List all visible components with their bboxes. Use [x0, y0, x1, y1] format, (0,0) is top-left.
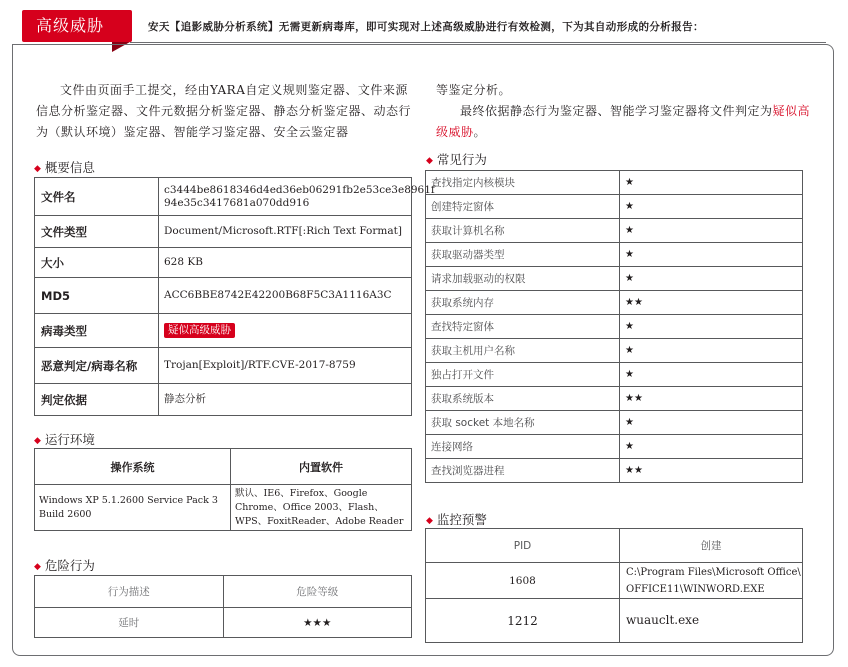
table-header-row [35, 576, 412, 608]
env-title: 运行环境 [44, 432, 95, 447]
behavior-level-stars: ★ [620, 435, 803, 459]
table-row [426, 435, 803, 459]
table-row [35, 485, 412, 531]
behavior-name: 查找指定内核模块 [426, 171, 620, 195]
bullet-diamond-icon: ◆ [34, 562, 41, 572]
key-md5: MD5 [35, 278, 159, 314]
value-os: Windows XP 5.1.2600 Service Pack 3 Build 2600 [35, 485, 231, 531]
behavior-name: 获取系统版本 [426, 387, 620, 411]
table-row [426, 171, 803, 195]
risk-title: 危险行为 [44, 558, 95, 573]
intro-left: 文件由页面手工提交，经由YARA自定义规则鉴定器、文件来源信息分析鉴定器、文件元数据分析鉴定器、静态分析鉴定器、动态行为（默认环境）鉴定器、智能学习鉴定器、安全云鉴定器 [36, 83, 412, 139]
intro-right-continuation: 等鉴定分析。 [436, 83, 512, 97]
table-row [35, 384, 412, 416]
table-header-row [35, 449, 412, 485]
risk-heading [34, 556, 95, 574]
filename-line2: 94e35c3417681a070dd916 [164, 196, 310, 209]
path-line2: OFFICE11\WINWORD.EXE [626, 583, 765, 595]
bullet-diamond-icon: ◆ [426, 156, 433, 166]
key-filename: 文件名 [35, 178, 159, 216]
value-size: 628 KB [159, 248, 412, 278]
behavior-level-stars: ★★ [620, 459, 803, 483]
bullet-diamond-icon: ◆ [34, 164, 41, 174]
risk-table [34, 575, 412, 638]
env-heading [34, 430, 95, 448]
table-row [426, 363, 803, 387]
value-md5: ACC6BBE8742E42200B68F5C3A1116A3C [159, 278, 412, 314]
value-basis: 静态分析 [159, 384, 412, 416]
conclusion-text: 最终依据静态行为鉴定器、智能学习鉴定器将文件判定为 [460, 104, 773, 118]
key-basis: 判定依据 [35, 384, 159, 416]
behaviors-title: 常见行为 [436, 152, 487, 167]
table-row [35, 248, 412, 278]
created-path [620, 563, 803, 599]
table-row [35, 608, 412, 638]
path-line1: C:\Program Files\Microsoft Office\ [626, 566, 801, 578]
value-filename [159, 178, 435, 216]
col-behavior-desc: 行为描述 [35, 576, 224, 608]
filename-line1: c3444be8618346d4ed36eb06291fb2e53ce3e8961f [164, 183, 435, 196]
overview-heading [34, 158, 95, 176]
behavior-level-stars: ★ [620, 411, 803, 435]
table-row [35, 178, 412, 216]
intro-right [436, 80, 816, 143]
behavior-level-stars: ★★ [620, 387, 803, 411]
table-row [426, 291, 803, 315]
behaviors-heading [426, 150, 487, 168]
behavior-name: 连接网络 [426, 435, 620, 459]
header-description: 安天【追影威胁分析系统】无需更新病毒库，即可实现对上述高级威胁进行有效检测，下为其自动形成的分析报告： [148, 21, 704, 33]
section-tag: 高级威胁 [22, 10, 132, 42]
table-row [426, 339, 803, 363]
col-os: 操作系统 [35, 449, 231, 485]
bullet-diamond-icon: ◆ [34, 436, 41, 446]
col-created: 创建 [620, 529, 803, 563]
table-row [426, 411, 803, 435]
table-row [426, 563, 803, 599]
risk-desc: 延时 [35, 608, 224, 638]
key-filetype: 文件类型 [35, 216, 159, 248]
intro-right-conclusion [436, 101, 816, 143]
behavior-level-stars: ★ [620, 195, 803, 219]
col-software: 内置软件 [231, 449, 412, 485]
value-verdict: Trojan[Exploit]/RTF.CVE-2017-8759 [159, 348, 412, 384]
table-row [426, 195, 803, 219]
table-row [35, 216, 412, 248]
behavior-level-stars: ★ [620, 219, 803, 243]
conclusion-end: 。 [473, 125, 487, 139]
behavior-level-stars: ★★ [620, 291, 803, 315]
behavior-level-stars: ★ [620, 267, 803, 291]
behavior-name: 查找特定窗体 [426, 315, 620, 339]
created-path: wuauclt.exe [620, 599, 803, 643]
bullet-diamond-icon: ◆ [426, 516, 433, 526]
behavior-name: 请求加载驱动的权限 [426, 267, 620, 291]
table-row [35, 348, 412, 384]
value-virus-type [159, 314, 412, 348]
table-row [426, 267, 803, 291]
behavior-level-stars: ★ [620, 171, 803, 195]
table-row [426, 599, 803, 643]
behavior-name: 获取驱动器类型 [426, 243, 620, 267]
behavior-level-stars: ★ [620, 243, 803, 267]
risk-level-stars: ★★★ [223, 608, 412, 638]
behaviors-table [425, 170, 803, 483]
table-row [35, 314, 412, 348]
col-pid: PID [426, 529, 620, 563]
monitor-heading [426, 510, 487, 528]
header-divider [130, 42, 826, 43]
behavior-name: 获取系统内存 [426, 291, 620, 315]
table-row [35, 278, 412, 314]
threat-badge: 疑似高级威胁 [164, 323, 235, 338]
behavior-level-stars: ★ [620, 339, 803, 363]
col-risk-level: 危险等级 [223, 576, 412, 608]
table-row [426, 315, 803, 339]
value-software: 默认、IE6、Firefox、Google Chrome、Office 2003、Flash、WPS、FoxitReader、Adobe Reader [231, 485, 412, 531]
overview-table [34, 177, 435, 416]
table-header-row [426, 529, 803, 563]
value-filetype: Document/Microsoft.RTF[:Rich Text Format] [159, 216, 412, 248]
key-verdict: 恶意判定/病毒名称 [35, 348, 159, 384]
monitor-title: 监控预警 [436, 512, 487, 527]
behavior-name: 获取主机用户名称 [426, 339, 620, 363]
env-table [34, 448, 412, 531]
monitor-table [425, 528, 803, 643]
behavior-name: 获取 socket 本地名称 [426, 411, 620, 435]
pid-value: 1212 [426, 599, 620, 643]
table-row [426, 243, 803, 267]
behavior-name: 创建特定窗体 [426, 195, 620, 219]
key-size: 大小 [35, 248, 159, 278]
overview-title: 概要信息 [44, 160, 95, 175]
behavior-name: 独占打开文件 [426, 363, 620, 387]
key-virus-type: 病毒类型 [35, 314, 159, 348]
table-row [426, 387, 803, 411]
table-row [426, 219, 803, 243]
behavior-name: 获取计算机名称 [426, 219, 620, 243]
behavior-level-stars: ★ [620, 315, 803, 339]
behavior-name: 查找浏览器进程 [426, 459, 620, 483]
conclusion-verdict: 疑似高级威胁 [436, 104, 811, 139]
pid-value: 1608 [426, 563, 620, 599]
table-row [426, 459, 803, 483]
behavior-level-stars: ★ [620, 363, 803, 387]
